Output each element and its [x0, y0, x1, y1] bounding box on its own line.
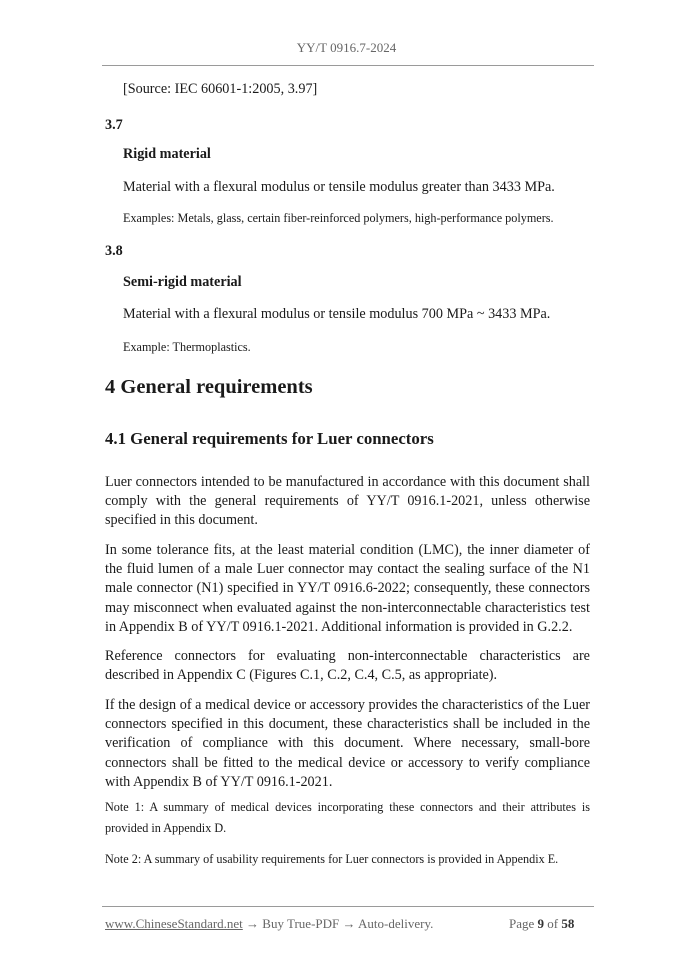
page-total: 58 — [561, 916, 575, 931]
section-heading-4-1: 4.1 General requirements for Luer connectors — [105, 429, 434, 448]
auto-delivery-text: Auto-delivery. — [358, 916, 434, 931]
page-counter — [509, 916, 574, 932]
definition-semi-rigid-material: Material with a flexural modulus or tensile modulus 700 MPa ~ 3433 MPa. — [123, 306, 551, 322]
example-rigid-material: Examples: Metals, glass, certain fiber-reinforced polymers, high-performance polymers. — [123, 211, 554, 225]
page-number: 9 — [537, 916, 545, 931]
buy-true-pdf-link[interactable]: Buy True-PDF — [262, 916, 340, 931]
section-heading-4: 4 General requirements — [105, 376, 313, 398]
paragraph: In some tolerance fits, at the least material condition (LMC), the inner diameter of the fluid lumen of a male Luer connector may contact the sealing surface of the N1 male connector (N1) specified in YY/T 0916.6-2022; consequently, these connectors may misconnect when evaluated against the non-interconnectable characteristics test in Appendix B of YY/T 0916.1-2021. Additional information is provided in G.2.2. — [105, 542, 590, 635]
source-note: [Source: IEC 60601-1:2005, 3.97] — [123, 81, 318, 97]
arrow-icon: → — [342, 916, 356, 931]
clause-number-3-8: 3.8 — [105, 243, 123, 259]
paragraph: Luer connectors intended to be manufactured in accordance with this document shall comply with the general requirements of YY/T 0916.1-2021, unless otherwise specified in this document. — [105, 474, 590, 529]
header-standard-number: YY/T 0916.7-2024 — [296, 40, 397, 55]
paragraph: Reference connectors for evaluating non-interconnectable characteristics are described in Appendix C (Figures C.1, C.2, C.4, C.5, as appropriate). — [105, 648, 590, 684]
term-semi-rigid-material: Semi-rigid material — [123, 274, 242, 290]
definition-rigid-material: Material with a flexural modulus or tensile modulus greater than 3433 MPa. — [123, 179, 555, 195]
note-1: Note 1: A summary of medical devices incorporating these connectors and their attributes is provided in Appendix D. — [105, 800, 590, 835]
header-divider — [102, 65, 594, 66]
arrow-icon: → — [246, 916, 260, 931]
footer-divider — [102, 906, 594, 907]
footer-links — [105, 916, 433, 932]
note-2: Note 2: A summary of usability requirements for Luer connectors is provided in Appendix E. — [105, 852, 559, 866]
of-label: of — [547, 916, 559, 931]
clause-number-3-7: 3.7 — [105, 117, 123, 133]
term-rigid-material: Rigid material — [123, 146, 211, 162]
site-link[interactable]: www.ChineseStandard.net — [105, 916, 243, 931]
page-label: Page — [509, 916, 535, 931]
paragraph: If the design of a medical device or accessory provides the characteristics of the Luer connectors specified in this document, these characteristics shall be included in the verification of compliance with this document. Where necessary, small-bore connectors shall be fitted to the medical device or accessory to verify compliance with Appendix B of YY/T 0916.1-2021. — [105, 697, 590, 790]
example-semi-rigid-material: Example: Thermoplastics. — [123, 340, 251, 354]
